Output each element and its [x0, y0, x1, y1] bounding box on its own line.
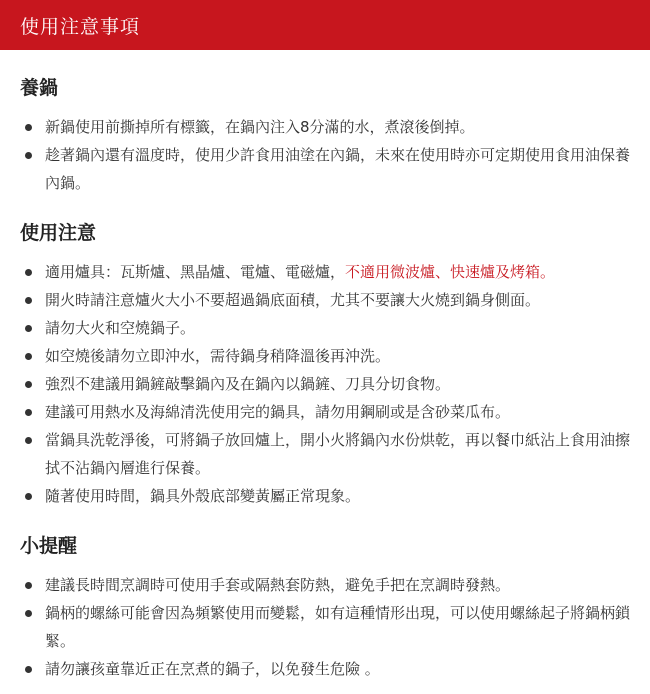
- warning-end: 。: [540, 263, 556, 281]
- unsuitable-stoves-warning: 不適用微波爐、快速爐及烤箱: [345, 263, 541, 281]
- list-item: 新鍋使用前撕掉所有標籤，在鍋內注入8分滿的水，煮滾後倒掉。: [45, 113, 650, 141]
- list-item: 強烈不建議用鍋鏟敲擊鍋內及在鍋內以鍋鏟、刀具分切食物。: [45, 370, 650, 398]
- stoves-text: 適用爐具：瓦斯爐、黑晶爐、電爐、電磁爐，: [45, 263, 346, 281]
- seasoning-list: [0, 113, 650, 197]
- list-item: 當鍋具洗乾淨後，可將鍋子放回爐上，開小火將鍋內水份烘乾，再以餐巾紙沾上食用油擦拭不沾鍋內層進行保養。: [45, 426, 650, 482]
- section-title-tips: 小提醒: [20, 535, 78, 557]
- list-item-stoves: [45, 258, 650, 286]
- section-title-seasoning: 養鍋: [20, 77, 59, 99]
- page-header: [0, 0, 650, 50]
- list-item: 如空燒後請勿立即沖水，需待鍋身稍降溫後再沖洗。: [45, 342, 650, 370]
- list-item: 請勿讓孩童靠近正在烹煮的鍋子，以免發生危險 。: [45, 655, 650, 683]
- tips-list: [0, 571, 650, 683]
- list-item: 鍋柄的螺絲可能會因為頻繁使用而變鬆，如有這種情形出現，可以使用螺絲起子將鍋柄鎖緊。: [45, 599, 650, 655]
- list-item: 請勿大火和空燒鍋子。: [45, 314, 650, 342]
- list-item: 趁著鍋內還有溫度時，使用少許食用油塗在內鍋，未來在使用時亦可定期使用食用油保養內鍋。: [45, 141, 650, 197]
- section-title-usage-notes: 使用注意: [20, 222, 97, 244]
- list-item: 建議可用熱水及海綿清洗使用完的鍋具，請勿用鋼刷或是含砂菜瓜布。: [45, 398, 650, 426]
- header-title: 使用注意事項: [20, 15, 141, 38]
- usage-notes-list: [0, 258, 650, 510]
- list-item: 隨著使用時間，鍋具外殼底部變黃屬正常現象。: [45, 482, 650, 510]
- list-item: 建議長時間烹調時可使用手套或隔熱套防熱，避免手把在烹調時發熱。: [45, 571, 650, 599]
- list-item: 開火時請注意爐火大小不要超過鍋底面積，尤其不要讓大火燒到鍋身側面。: [45, 286, 650, 314]
